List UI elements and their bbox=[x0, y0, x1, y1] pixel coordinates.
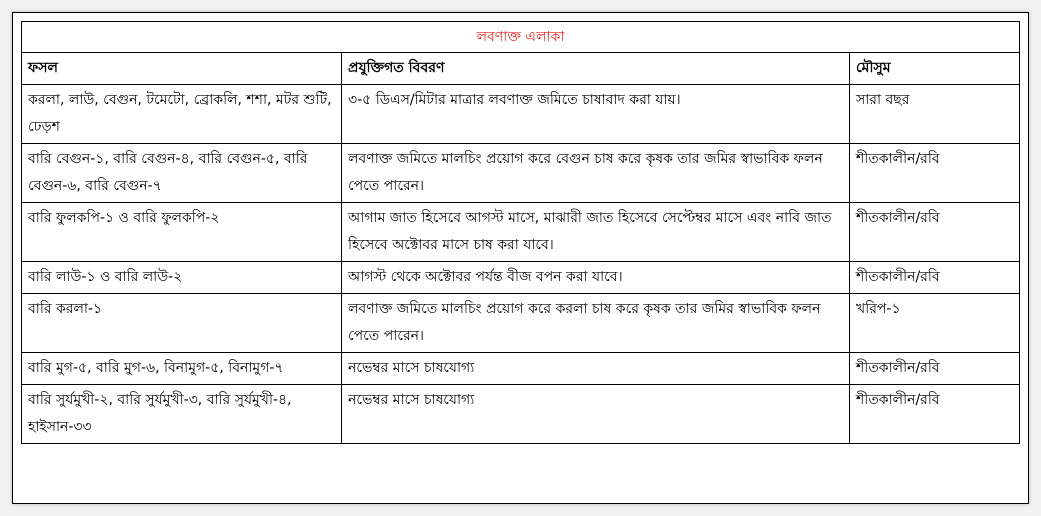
crop-cell: বারি বেগুন-১, বারি বেগুন-৪, বারি বেগুন-৫, বারি বেগুন-৬, বারি বেগুন-৭ bbox=[22, 144, 342, 203]
details-cell: লবণাক্ত জমিতে মালচিং প্রয়োগ করে করলা চাষ করে কৃষক তার জমির স্বাভাবিক ফলন পেতে পারেন। bbox=[342, 294, 850, 353]
details-cell: লবণাক্ত জমিতে মালচিং প্রয়োগ করে বেগুন চাষ করে কৃষক তার জমির স্বাভাবিক ফলন পেতে পারেন। bbox=[342, 144, 850, 203]
details-cell: নভেম্বর মাসে চাষযোগ্য bbox=[342, 353, 850, 385]
crop-cell: বারি ফুলকপি-১ ও বারি ফুলকপি-২ bbox=[22, 203, 342, 262]
crop-cell: বারি করলা-১ bbox=[22, 294, 342, 353]
document-frame bbox=[12, 12, 1029, 504]
details-cell: আগাম জাত হিসেবে আগস্ট মাসে, মাঝারী জাত হিসেবে সেপ্টেম্বর মাসে এবং নাবি জাত হিসেবে অক্টোবর মাসে চাষ করা যাবে। bbox=[342, 203, 850, 262]
table-row bbox=[22, 203, 1020, 262]
crop-cell: করলা, লাউ, বেগুন, টমেটো, ব্রোকলি, শশা, মটর শুটি, ঢেড়শ bbox=[22, 85, 342, 144]
details-cell: আগস্ট থেকে অক্টোবর পর্যন্ত বীজ বপন করা যাবে। bbox=[342, 262, 850, 294]
crop-cell: বারি সুর্যমুখী-২, বারি সুর্যমুখী-৩, বারি সুর্যমুখী-৪, হাইসান-৩৩ bbox=[22, 385, 342, 444]
table-row bbox=[22, 85, 1020, 144]
table-header-row bbox=[22, 53, 1020, 85]
season-cell: শীতকালীন/রবি bbox=[850, 353, 1020, 385]
table-row bbox=[22, 385, 1020, 444]
season-cell: সারা বছর bbox=[850, 85, 1020, 144]
header-crop: ফসল bbox=[22, 53, 342, 85]
header-details: প্রযুক্তিগত বিবরণ bbox=[342, 53, 850, 85]
details-cell: নভেম্বর মাসে চাষযোগ্য bbox=[342, 385, 850, 444]
table-title: লবণাক্ত এলাকা bbox=[22, 22, 1020, 53]
table-row bbox=[22, 353, 1020, 385]
crop-cell: বারি মুগ-৫, বারি মুগ-৬, বিনামুগ-৫, বিনামুগ-৭ bbox=[22, 353, 342, 385]
header-season: মৌসুম bbox=[850, 53, 1020, 85]
season-cell: খরিপ-১ bbox=[850, 294, 1020, 353]
table-row bbox=[22, 262, 1020, 294]
season-cell: শীতকালীন/রবি bbox=[850, 144, 1020, 203]
details-cell: ৩-৫ ডিএস/মিটার মাত্রার লবণাক্ত জমিতে চাষাবাদ করা যায়। bbox=[342, 85, 850, 144]
table-row bbox=[22, 144, 1020, 203]
saline-area-crop-table bbox=[21, 21, 1020, 444]
table-title-row bbox=[22, 22, 1020, 53]
season-cell: শীতকালীন/রবি bbox=[850, 385, 1020, 444]
season-cell: শীতকালীন/রবি bbox=[850, 262, 1020, 294]
season-cell: শীতকালীন/রবি bbox=[850, 203, 1020, 262]
crop-cell: বারি লাউ-১ ও বারি লাউ-২ bbox=[22, 262, 342, 294]
table-row bbox=[22, 294, 1020, 353]
